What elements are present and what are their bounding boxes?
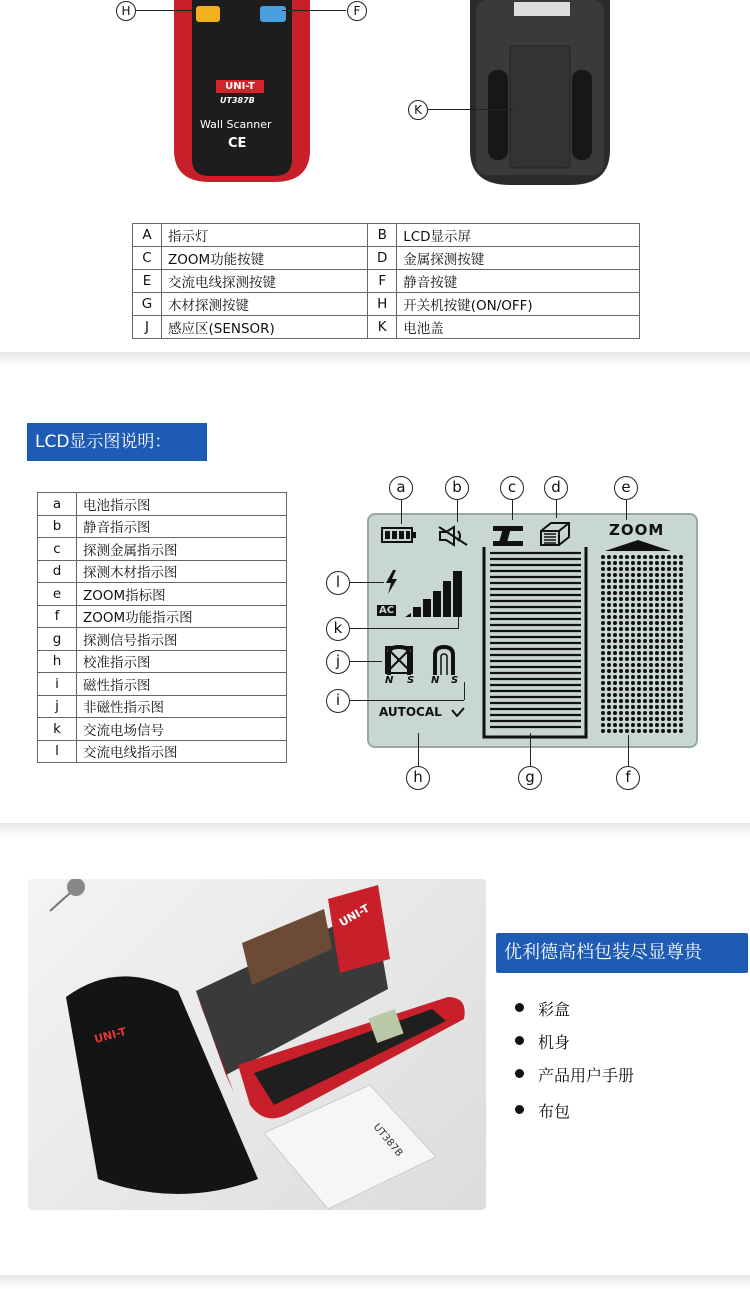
mute-icon	[437, 525, 469, 547]
callout-e: e	[614, 476, 638, 500]
callout-i-line-v	[464, 682, 465, 700]
callout-K: K	[408, 100, 428, 120]
non-magnetic-s: S	[407, 675, 415, 686]
callout-l: l	[326, 571, 350, 595]
callout-i: i	[326, 689, 350, 713]
bullet-dot	[515, 1036, 524, 1045]
table-row: k 交流电场信号	[38, 718, 287, 741]
callout-a-line	[401, 500, 402, 524]
parts-table	[132, 223, 640, 339]
package-item: 彩盒	[538, 1000, 571, 1019]
table-row: d 探测木材指示图	[38, 560, 287, 583]
lcd-panel	[367, 513, 698, 748]
box-logo: UNI-T	[336, 901, 372, 930]
callout-l-line	[350, 582, 384, 583]
callout-k: k	[326, 617, 350, 641]
callout-a: a	[389, 476, 413, 500]
callout-f-line	[628, 735, 629, 766]
magnetic-n: N	[431, 675, 440, 686]
table-row: f ZOOM功能指示图	[38, 605, 287, 628]
product-name: Wall Scanner	[200, 118, 272, 131]
section-divider	[0, 823, 750, 837]
callout-h-line	[418, 733, 419, 766]
zoom-dot-matrix-icon	[599, 553, 685, 733]
callout-d-line	[556, 500, 557, 518]
callout-k-line-v	[458, 617, 459, 629]
callout-j: j	[326, 650, 350, 674]
ac-signal-bars-icon	[403, 563, 471, 619]
package-photo	[28, 879, 486, 1210]
section-divider	[0, 352, 750, 366]
model-label: UT387B	[220, 96, 255, 105]
brand-logo: UNI-T	[216, 80, 264, 93]
callout-c-line	[512, 500, 513, 520]
signal-grid-icon	[481, 547, 589, 739]
callout-H-line	[136, 10, 196, 11]
table-row: i 磁性指示图	[38, 673, 287, 696]
callout-b-line	[457, 500, 458, 522]
device-front	[174, 0, 310, 182]
bullet-dot	[515, 1105, 524, 1114]
package-section-title: 优利德高档包装尽显尊贵	[496, 933, 748, 973]
table-row: b 静音指示图	[38, 515, 287, 538]
bullet-dot	[515, 1069, 524, 1078]
section-divider	[0, 1275, 750, 1289]
non-magnetic-icon	[385, 645, 413, 675]
table-row: c 探测金属指示图	[38, 538, 287, 561]
table-row: j 非磁性指示图	[38, 695, 287, 718]
bullet-dot	[515, 1003, 524, 1012]
table-row: h 校准指示图	[38, 650, 287, 673]
table-row: A 指示灯 B LCD显示屏	[133, 224, 640, 247]
callout-F-line	[282, 10, 346, 11]
table-row: C ZOOM功能按键 D 金属探测按键	[133, 247, 640, 270]
magnetic-icon	[431, 645, 457, 675]
ac-lightning-icon	[383, 569, 399, 595]
table-row: E 交流电线探测按键 F 静音按键	[133, 270, 640, 293]
lcd-legend-table	[37, 492, 287, 763]
callout-F: F	[347, 1, 367, 21]
callout-g-line	[530, 733, 531, 766]
table-row: l 交流电线指示图	[38, 740, 287, 763]
battery-icon	[381, 527, 417, 543]
autocal-label: AUTOCAL	[379, 705, 442, 719]
magnetic-s: S	[451, 675, 459, 686]
package-item: 机身	[538, 1033, 571, 1052]
package-item: 布包	[538, 1102, 571, 1121]
callout-h: h	[406, 766, 430, 790]
package-item: 产品用户手册	[538, 1066, 635, 1085]
callout-b: b	[445, 476, 469, 500]
device-back	[470, 0, 610, 185]
autocal-check-icon	[451, 707, 465, 717]
ce-mark: CE	[228, 136, 247, 151]
non-magnetic-n: N	[385, 675, 394, 686]
zoom-arrow-icon	[605, 539, 671, 551]
callout-k-line	[350, 628, 458, 629]
metal-icon	[491, 524, 525, 548]
zoom-label: ZOOM	[609, 521, 665, 539]
callout-e-line	[626, 500, 627, 520]
callout-H: H	[116, 1, 136, 21]
lcd-section-title: LCD显示图说明：	[27, 423, 207, 461]
table-row: G 木材探测按键 H 开关机按键(ON/OFF)	[133, 293, 640, 316]
callout-f: f	[616, 766, 640, 790]
table-row: g 探测信号指示图	[38, 628, 287, 651]
table-row: J 感应区(SENSOR) K 电池盖	[133, 316, 640, 339]
table-row: e ZOOM指标图	[38, 583, 287, 606]
callout-d: d	[544, 476, 568, 500]
callout-j-line	[350, 661, 382, 662]
callout-g: g	[518, 766, 542, 790]
manual-model: UT387B	[370, 1121, 405, 1160]
table-row: a 电池指示图	[38, 493, 287, 516]
callout-i-line	[350, 700, 464, 701]
callout-c: c	[500, 476, 524, 500]
bag-logo: UNI-T	[92, 1024, 128, 1047]
callout-K-line	[428, 109, 514, 110]
wood-icon	[539, 521, 571, 547]
ac-label: AC	[379, 605, 395, 616]
